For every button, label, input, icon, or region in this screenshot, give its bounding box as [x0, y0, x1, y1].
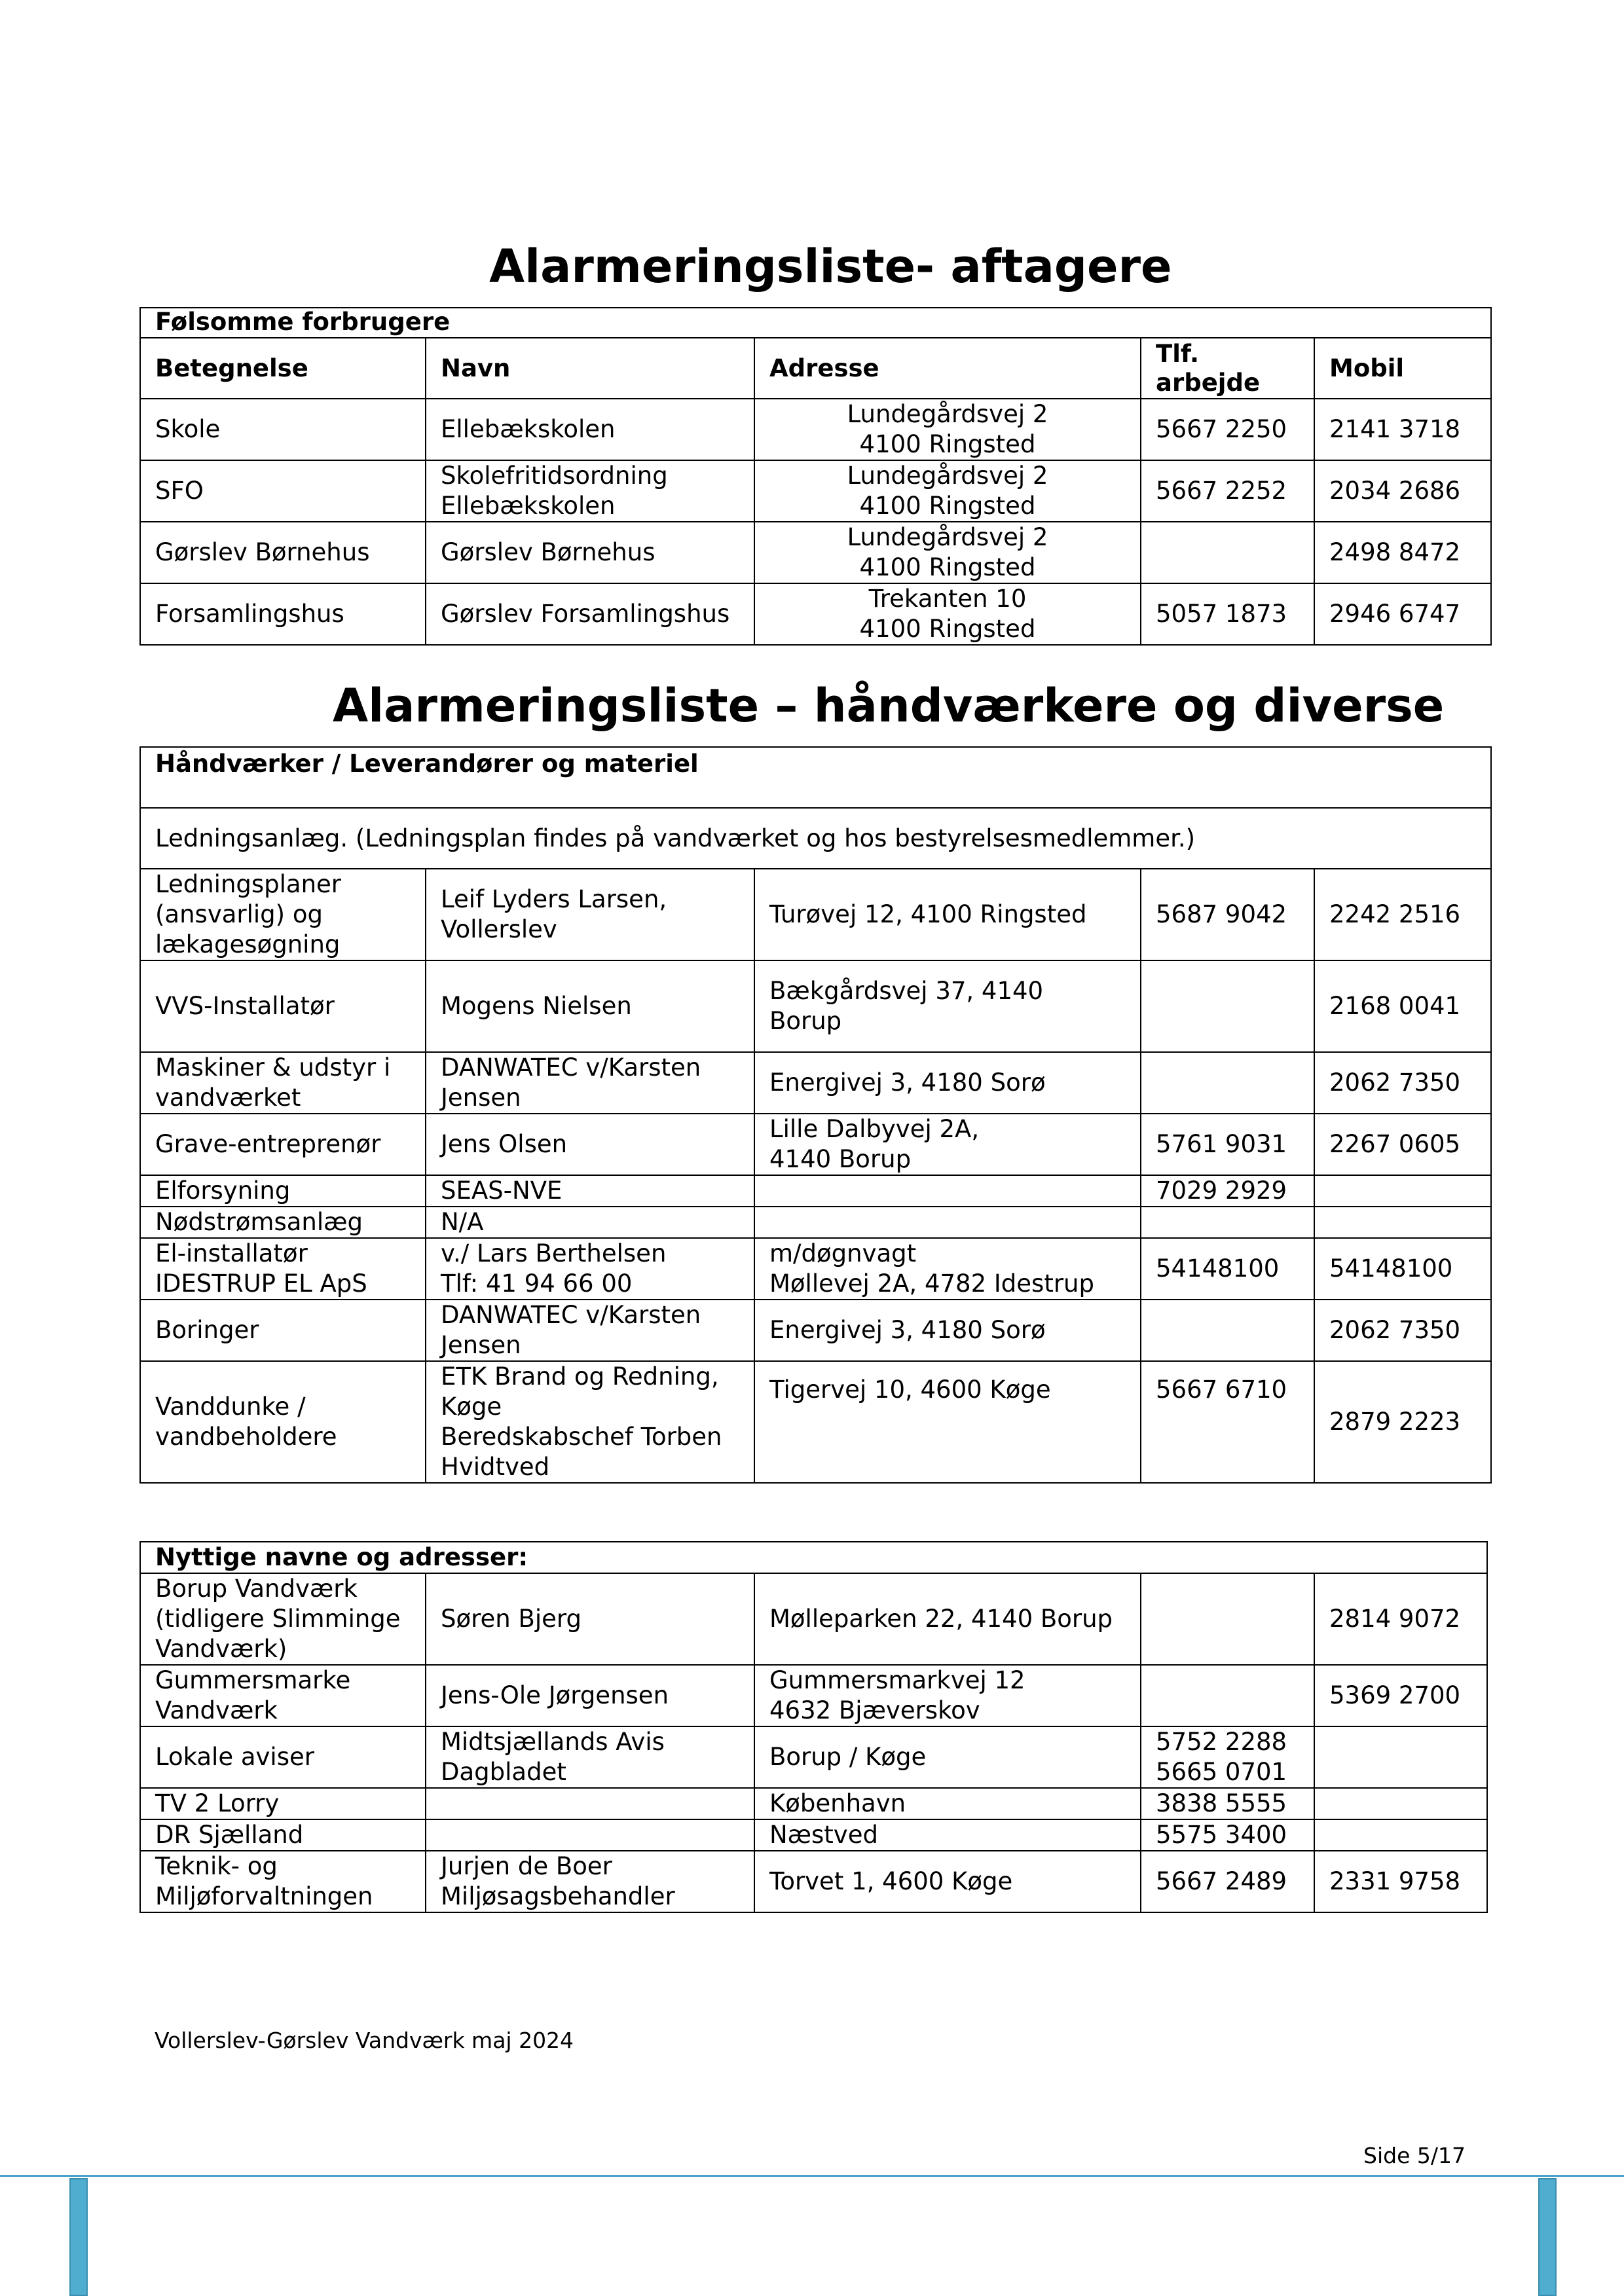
cell: København — [754, 1788, 1141, 1819]
cell: 7029 2929 — [1141, 1175, 1314, 1207]
cell: Midtsjællands Avis Dagbladet — [426, 1726, 754, 1788]
cell: 2062 7350 — [1314, 1300, 1491, 1361]
table-row — [140, 960, 1491, 1052]
table-row — [140, 869, 1491, 960]
table-row — [140, 1665, 1487, 1726]
table-row — [140, 1573, 1487, 1665]
cell: Maskiner & udstyr i vandværket — [140, 1052, 426, 1114]
cell: Gørslev Børnehus — [426, 522, 754, 583]
cell: Skolefritidsordning Ellebækskolen — [426, 460, 754, 522]
cell: DANWATEC v/Karsten Jensen — [426, 1300, 754, 1361]
cell: Søren Bjerg — [426, 1573, 754, 1665]
cell — [1141, 960, 1314, 1052]
footer-bar-left — [69, 2178, 88, 2296]
cell: SEAS-NVE — [426, 1175, 754, 1207]
section-title-aftagere: Alarmeringsliste- aftagere — [489, 240, 1172, 293]
cell: El-installatør IDESTRUP EL ApS — [140, 1238, 426, 1300]
cell: Mogens Nielsen — [426, 960, 754, 1052]
cell: 5761 9031 — [1141, 1114, 1314, 1175]
cell — [1141, 1052, 1314, 1114]
column-header: Betegnelse — [140, 338, 426, 399]
cell: Lundegårdsvej 2 4100 Ringsted — [754, 460, 1141, 522]
cell: Torvet 1, 4600 Køge — [754, 1851, 1141, 1912]
cell: Gørslev Forsamlingshus — [426, 583, 754, 645]
cell: 2034 2686 — [1314, 460, 1491, 522]
cell — [1314, 1207, 1491, 1238]
cell: Ellebækskolen — [426, 399, 754, 460]
cell: DR Sjælland — [140, 1819, 426, 1851]
column-header: Tlf. arbejde — [1141, 338, 1314, 399]
cell: Ledningsplaner (ansvarlig) og lækagesøgning — [140, 869, 426, 960]
cell: Lokale aviser — [140, 1726, 426, 1788]
footer-rule — [0, 2175, 1624, 2177]
cell: Skole — [140, 399, 426, 460]
cell: Leif Lyders Larsen, Vollerslev — [426, 869, 754, 960]
cell: 5667 2252 — [1141, 460, 1314, 522]
cell: 2498 8472 — [1314, 522, 1491, 583]
table-nyttige-navne — [139, 1541, 1488, 1913]
cell: Jens-Ole Jørgensen — [426, 1665, 754, 1726]
table-row — [140, 522, 1491, 583]
cell: DANWATEC v/Karsten Jensen — [426, 1052, 754, 1114]
cell: m/døgnvagt Møllevej 2A, 4782 Idestrup — [754, 1238, 1141, 1300]
cell: TV 2 Lorry — [140, 1788, 426, 1819]
cell: Elforsyning — [140, 1175, 426, 1207]
column-header: Mobil — [1314, 338, 1491, 399]
table-row — [140, 1114, 1491, 1175]
group-header: Håndværker / Leverandører og materiel — [140, 747, 1491, 808]
cell: Energivej 3, 4180 Sorø — [754, 1300, 1141, 1361]
cell: Trekanten 10 4100 Ringsted — [754, 583, 1141, 645]
page-number: Side 5/17 — [1363, 2143, 1466, 2168]
note-row: Ledningsanlæg. (Ledningsplan findes på vandværket og hos bestyrelsesmedlemmer.) — [140, 808, 1491, 869]
table-row — [140, 583, 1491, 645]
cell — [1141, 522, 1314, 583]
table-row — [140, 1851, 1487, 1912]
cell: 2814 9072 — [1314, 1573, 1487, 1665]
cell: v./ Lars Berthelsen Tlf: 41 94 66 00 — [426, 1238, 754, 1300]
table-row — [140, 1726, 1487, 1788]
cell: Lille Dalbyvej 2A, 4140 Borup — [754, 1114, 1141, 1175]
table-row — [140, 1300, 1491, 1361]
cell: Jurjen de Boer Miljøsagsbehandler — [426, 1851, 754, 1912]
cell: SFO — [140, 460, 426, 522]
table-row — [140, 1207, 1491, 1238]
cell: 5575 3400 — [1141, 1819, 1314, 1851]
cell — [1314, 1726, 1487, 1788]
cell: Gummersmarke Vandværk — [140, 1665, 426, 1726]
cell: Vanddunke / vandbeholdere — [140, 1361, 426, 1483]
cell — [1141, 1300, 1314, 1361]
cell — [1141, 1207, 1314, 1238]
table-row — [140, 399, 1491, 460]
cell: 5667 2250 — [1141, 399, 1314, 460]
group-header: Følsomme forbrugere — [140, 308, 1491, 338]
cell: 54148100 — [1314, 1238, 1491, 1300]
column-header: Adresse — [754, 338, 1141, 399]
cell — [426, 1819, 754, 1851]
table-row — [140, 1175, 1491, 1207]
cell: Mølleparken 22, 4140 Borup — [754, 1573, 1141, 1665]
cell: Teknik- og Miljøforvaltningen — [140, 1851, 426, 1912]
cell: 54148100 — [1141, 1238, 1314, 1300]
cell: ETK Brand og Redning, Køge Beredskabschef Torben Hvidtved — [426, 1361, 754, 1483]
cell: N/A — [426, 1207, 754, 1238]
cell: Grave-entreprenør — [140, 1114, 426, 1175]
section-title-haandvaerkere: Alarmeringsliste – håndværkere og diverse — [333, 679, 1445, 733]
cell: Nødstrømsanlæg — [140, 1207, 426, 1238]
cell: Borup Vandværk (tidligere Slimminge Vandværk) — [140, 1573, 426, 1665]
cell: Lundegårdsvej 2 4100 Ringsted — [754, 399, 1141, 460]
cell: Energivej 3, 4180 Sorø — [754, 1052, 1141, 1114]
table-row — [140, 1819, 1487, 1851]
cell: Jens Olsen — [426, 1114, 754, 1175]
cell — [1314, 1175, 1491, 1207]
table-row — [140, 1052, 1491, 1114]
cell: Forsamlingshus — [140, 583, 426, 645]
group-header: Nyttige navne og adresser: — [140, 1542, 1487, 1573]
table-row — [140, 460, 1491, 522]
table-haandvaerkere — [139, 746, 1492, 1484]
cell: 5369 2700 — [1314, 1665, 1487, 1726]
cell: 2242 2516 — [1314, 869, 1491, 960]
cell: 2168 0041 — [1314, 960, 1491, 1052]
cell: Næstved — [754, 1819, 1141, 1851]
cell — [1314, 1819, 1487, 1851]
cell: Boringer — [140, 1300, 426, 1361]
cell: 5667 6710 — [1141, 1361, 1314, 1483]
cell: Bækgårdsvej 37, 4140 Borup — [754, 960, 1141, 1052]
cell: 2267 0605 — [1314, 1114, 1491, 1175]
cell — [1141, 1665, 1314, 1726]
table-row — [140, 1788, 1487, 1819]
cell — [426, 1788, 754, 1819]
cell: Gummersmarkvej 12 4632 Bjæverskov — [754, 1665, 1141, 1726]
cell: 5752 2288 5665 0701 — [1141, 1726, 1314, 1788]
cell: 2879 2223 — [1314, 1361, 1491, 1483]
table-row — [140, 1361, 1491, 1483]
cell: 2946 6747 — [1314, 583, 1491, 645]
cell: Gørslev Børnehus — [140, 522, 426, 583]
cell: VVS-Installatør — [140, 960, 426, 1052]
footer-text: Vollerslev-Gørslev Vandværk maj 2024 — [155, 2028, 574, 2053]
table-aftagere — [139, 307, 1492, 646]
footer-bar-right — [1538, 2178, 1557, 2296]
cell: Turøvej 12, 4100 Ringsted — [754, 869, 1141, 960]
column-header: Navn — [426, 338, 754, 399]
cell — [1141, 1573, 1314, 1665]
cell: 2062 7350 — [1314, 1052, 1491, 1114]
cell: 5057 1873 — [1141, 583, 1314, 645]
cell: 2331 9758 — [1314, 1851, 1487, 1912]
cell: Tigervej 10, 4600 Køge — [754, 1361, 1141, 1483]
cell: 5687 9042 — [1141, 869, 1314, 960]
cell — [754, 1175, 1141, 1207]
cell: Borup / Køge — [754, 1726, 1141, 1788]
cell: 5667 2489 — [1141, 1851, 1314, 1912]
table-row — [140, 1238, 1491, 1300]
cell — [1314, 1788, 1487, 1819]
cell: 3838 5555 — [1141, 1788, 1314, 1819]
cell: 2141 3718 — [1314, 399, 1491, 460]
cell: Lundegårdsvej 2 4100 Ringsted — [754, 522, 1141, 583]
cell — [754, 1207, 1141, 1238]
